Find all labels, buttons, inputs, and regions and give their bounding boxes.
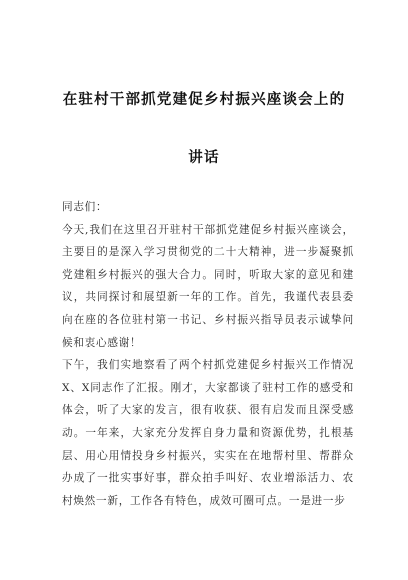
salutation: 同志们： bbox=[62, 201, 108, 213]
document-title-line-1: 在驻村干部抓党建促乡村振兴座谈会上的 bbox=[62, 92, 346, 108]
paragraph-1: 今天,我们在这里召开驻村干部抓党建促乡村振兴座谈会，主要目的是深入学习贯彻党的二十大精神，进一步凝聚抓党建粗乡村振兴的强大合力。同时，听取大家的意见和建议，共同探讨和展望新一年的工作。首先，我谨代表县委向在座的各位驻村第一书记、乡村振兴指导员表示诚挚问候和衷心感谢！ bbox=[62, 223, 354, 349]
document-title-line-2: 讲话 bbox=[188, 150, 220, 166]
paragraph-2: 下午，我们实地察看了两个村抓党建促乡村振兴工作情况X、X同志作了汇报。刚才，大家都谈了驻村工作的感受和体会，听了大家的发言，很有收获、很有启发而且深受感动。一年来，大家充分发挥自身力量和资源优势，扎根基层、用心用情投身乡村振兴，实实在在地帮村里、帮群众办成了一批实事好事，群众拍手叫好、农业增添活力、农村焕然一新，工作各有特色，成效可圈可点。一是进一步 bbox=[62, 359, 354, 507]
document-body bbox=[62, 196, 354, 512]
